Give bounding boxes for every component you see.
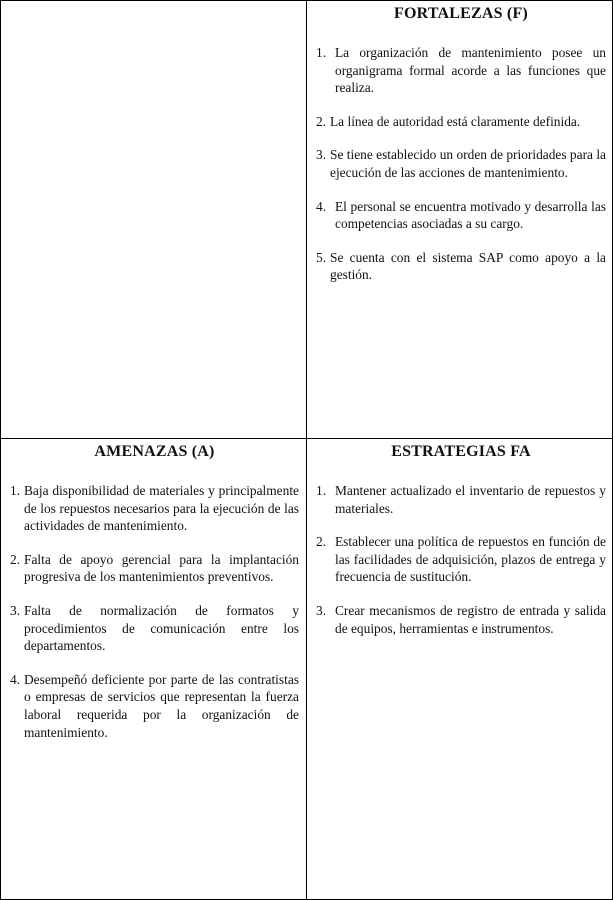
item-text: Desempeñó deficiente por parte de las contratistas o empresas de servicios que representan la fuerza laboral requerida por la organización de mantenimiento. xyxy=(24,671,299,740)
amenazas-cell xyxy=(1,439,306,899)
list-item xyxy=(316,146,606,181)
item-number: 3. xyxy=(316,147,327,163)
item-text: Se cuenta con el sistema SAP como apoyo a la gestión. xyxy=(330,249,606,283)
item-text: La línea de autoridad está claramente definida. xyxy=(330,113,581,129)
item-number: 2. xyxy=(10,551,21,567)
item-text: Falta de normalización de formatos y procedimientos de comunicación entre los departamentos. xyxy=(24,602,299,654)
item-number: 4. xyxy=(316,198,327,214)
list-item xyxy=(10,671,299,741)
amenazas-list xyxy=(10,482,299,741)
empty-cell-top-left xyxy=(1,1,306,438)
item-text: El personal se encuentra motivado y desarrolla las competencias asociadas a su cargo. xyxy=(335,198,606,232)
estrategias-fa-heading: ESTRATEGIAS FA xyxy=(391,443,531,460)
amenazas-heading: AMENAZAS (A) xyxy=(94,443,215,460)
list-item xyxy=(316,602,606,637)
list-item xyxy=(316,44,606,97)
item-text: Baja disponibilidad de materiales y principalmente de los repuestos necesarios para la ejecución de las actividades de mantenimiento. xyxy=(24,483,299,534)
list-item xyxy=(316,533,606,586)
list-item xyxy=(316,249,606,284)
estrategias-fa-cell xyxy=(307,439,612,899)
item-number: 2. xyxy=(316,113,327,129)
item-number: 1. xyxy=(10,483,21,498)
item-number: 3. xyxy=(316,602,327,618)
list-item xyxy=(10,602,299,655)
item-text: Establecer una política de repuestos en función de las facilidades de adquisición, plazos de entrega y frecuencia de sustitución. xyxy=(335,534,606,585)
item-number: 3. xyxy=(10,602,21,618)
item-text: La organización de mantenimiento posee un organigrama formal acorde a las funciones que realiza. xyxy=(335,45,606,96)
fortalezas-cell xyxy=(307,1,612,438)
item-number: 4. xyxy=(10,671,21,687)
item-text: Falta de apoyo gerencial para la implantación progresiva de los mantenimientos preventivos. xyxy=(24,551,299,585)
item-number: 2. xyxy=(316,534,327,550)
list-item xyxy=(10,482,299,535)
estrategias-fa-list xyxy=(316,482,606,637)
list-item xyxy=(316,113,606,131)
item-number: 5. xyxy=(316,249,327,265)
item-text: Se tiene establecido un orden de prioridades para la ejecución de las acciones de mantenimiento. xyxy=(330,147,606,180)
list-item xyxy=(316,482,606,517)
item-text: Mantener actualizado el inventario de repuestos y materiales. xyxy=(335,483,606,516)
list-item xyxy=(10,551,299,586)
fortalezas-heading: FORTALEZAS (F) xyxy=(394,5,528,22)
fortalezas-list xyxy=(316,44,606,284)
list-item xyxy=(316,198,606,233)
item-number: 1. xyxy=(316,45,327,60)
item-text: Crear mecanismos de registro de entrada y salida de equipos, herramientas e instrumentos. xyxy=(335,602,606,636)
item-number: 1. xyxy=(316,483,327,498)
